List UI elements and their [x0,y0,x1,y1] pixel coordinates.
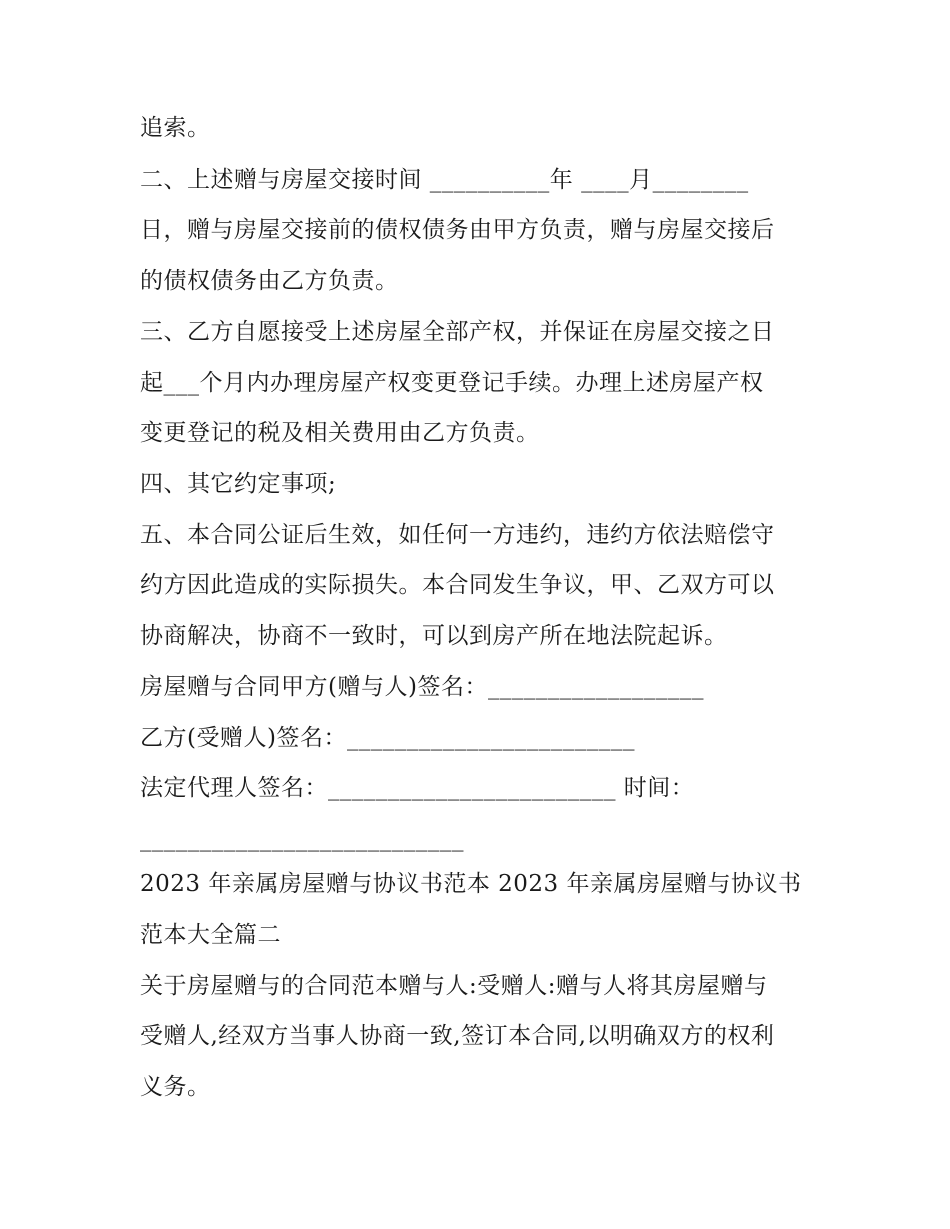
text-line: 三、乙方自愿接受上述房屋全部产权，并保证在房屋交接之日 [140,319,775,345]
text-line: 变更登记的税及相关费用由乙方负责。 [140,420,540,446]
text-line: 受赠人,经双方当事人协商一致,签订本合同,以明确双方的权利 [140,1023,775,1049]
text-line: 义务。 [140,1074,211,1100]
text-line: 关于房屋赠与的合同范本赠与人:受赠人:赠与人将其房屋赠与 [140,973,768,999]
section-heading: 2023 年亲属房屋赠与协议书范本 2023 年亲属房屋赠与协议书 [140,871,802,897]
date-blank-line: ___________________________ [140,826,464,852]
text-line: 的债权债务由乙方负责。 [140,268,399,294]
text-line: 日，赠与房屋交接前的债权债务由甲方负责，赠与房屋交接后 [140,217,775,243]
section-heading: 范本大全篇二 [140,922,281,948]
signature-line-grantee: 乙方(受赠人)签名：________________________ [140,725,635,751]
text-line: 协商解决，协商不一致时，可以到房产所在地法院起诉。 [140,623,728,649]
text-line: 起___个月内办理房屋产权变更登记手续。办理上述房屋产权 [140,370,764,396]
signature-line-grantor: 房屋赠与合同甲方(赠与人)签名：__________________ [140,674,704,700]
text-line: 约方因此造成的实际损失。本合同发生争议，甲、乙双方可以 [140,572,775,598]
signature-line-agent: 法定代理人签名：________________________ 时间： [140,775,695,801]
text-line: 四、其它约定事项; [140,471,337,497]
text-line: 二、上述赠与房屋交接时间 __________年 ____月________ [140,167,749,193]
text-line: 五、本合同公证后生效，如任何一方违约，违约方依法赔偿守 [140,522,775,548]
text-line: 追索。 [140,115,211,141]
